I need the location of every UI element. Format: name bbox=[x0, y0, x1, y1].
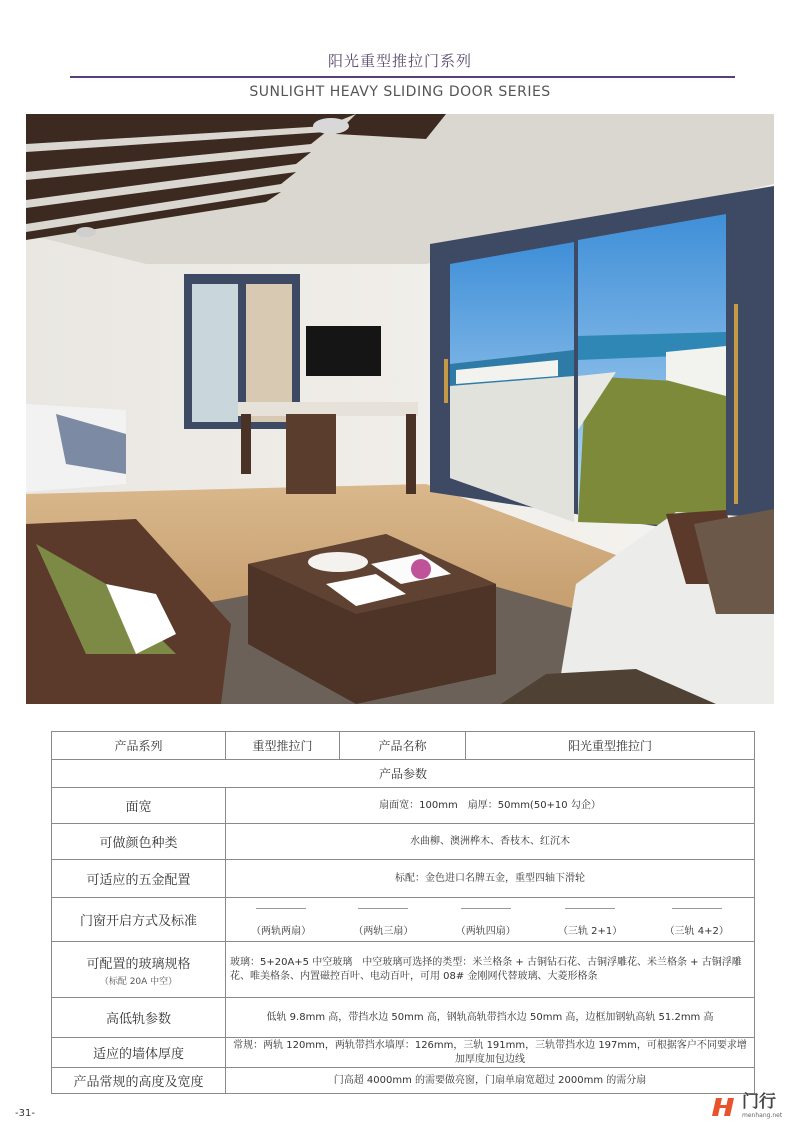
rail-diagram bbox=[565, 908, 615, 919]
series-label: 产品系列 bbox=[52, 732, 226, 760]
opening-option: （三轨 4+2） bbox=[665, 908, 729, 937]
glass-label-cell bbox=[52, 942, 226, 998]
color-label: 可做颜色种类 bbox=[52, 824, 226, 860]
brand-logo-icon bbox=[710, 1096, 738, 1118]
wall-label: 适应的墙体厚度 bbox=[52, 1038, 226, 1068]
brand-logo-block bbox=[710, 1094, 782, 1119]
brand-url: menhang.net bbox=[742, 1112, 783, 1119]
color-value: 水曲柳、澳洲桦木、香枝木、红沉木 bbox=[226, 824, 755, 860]
product-photo bbox=[26, 114, 774, 704]
glass-label: 可配置的玻璃规格 bbox=[86, 956, 191, 972]
glass-value: 玻璃：5+20A+5 中空玻璃 中空玻璃可选择的类型：米兰格条 + 古铜钻石花、古铜浮雕花、米兰格条 + 古铜浮雕花、唯美格条、内置磁控百叶、电动百叶，可用 08# 金刚网代替玻璃、大菱形格条 bbox=[226, 942, 755, 998]
size-label: 产品常规的高度及宽度 bbox=[52, 1068, 226, 1094]
rail-diagram bbox=[358, 908, 408, 919]
page-title-cn: 阳光重型推拉门系列 bbox=[327, 52, 472, 70]
width-value: 扇面宽：100mm 扇厚：50mm(50+10 勾企） bbox=[226, 788, 755, 824]
opening-option: （两轨两扇） bbox=[251, 908, 311, 937]
series-value: 重型推拉门 bbox=[226, 732, 340, 760]
size-value: 门高超 4000mm 的需要做亮窗，门扇单扇宽超过 2000mm 的需分扇 bbox=[226, 1068, 755, 1094]
wall-value: 常规：两轨 120mm，两轨带挡水墙厚：126mm，三轨 191mm，三轨带挡水边 197mm，可根据客户不同要求增加厚度加包边线 bbox=[226, 1038, 755, 1068]
track-value: 低轨 9.8mm 高，带挡水边 50mm 高，钢轨高轨带挡水边 50mm 高，边框加钢轨高轨 51.2mm 高 bbox=[226, 998, 755, 1038]
hardware-value: 标配：金色进口名牌五金，重型四轴下滑轮 bbox=[226, 860, 755, 898]
params-header: 产品参数 bbox=[52, 760, 755, 788]
opening-options bbox=[226, 898, 755, 942]
page-title-en: SUNLIGHT HEAVY SLIDING DOOR SERIES bbox=[249, 84, 551, 100]
rail-diagram bbox=[256, 908, 306, 919]
hardware-label: 可适应的五金配置 bbox=[52, 860, 226, 898]
glass-label-sub: （标配 20A 中空） bbox=[99, 976, 178, 987]
name-value: 阳光重型推拉门 bbox=[466, 732, 755, 760]
title-divider bbox=[70, 76, 735, 78]
product-spec-table bbox=[51, 731, 755, 1094]
opening-label: 门窗开启方式及标准 bbox=[52, 898, 226, 942]
track-label: 高低轨参数 bbox=[52, 998, 226, 1038]
opening-option: （两轨四扇） bbox=[456, 908, 516, 937]
width-label: 面宽 bbox=[52, 788, 226, 824]
opening-option: （三轨 2+1） bbox=[558, 908, 622, 937]
page-number: -31- bbox=[15, 1108, 35, 1119]
opening-option: （两轨三扇） bbox=[353, 908, 413, 937]
brand-name: 门行 bbox=[742, 1092, 776, 1112]
rail-diagram bbox=[461, 908, 511, 919]
rail-diagram bbox=[672, 908, 722, 919]
name-label: 产品名称 bbox=[340, 732, 466, 760]
